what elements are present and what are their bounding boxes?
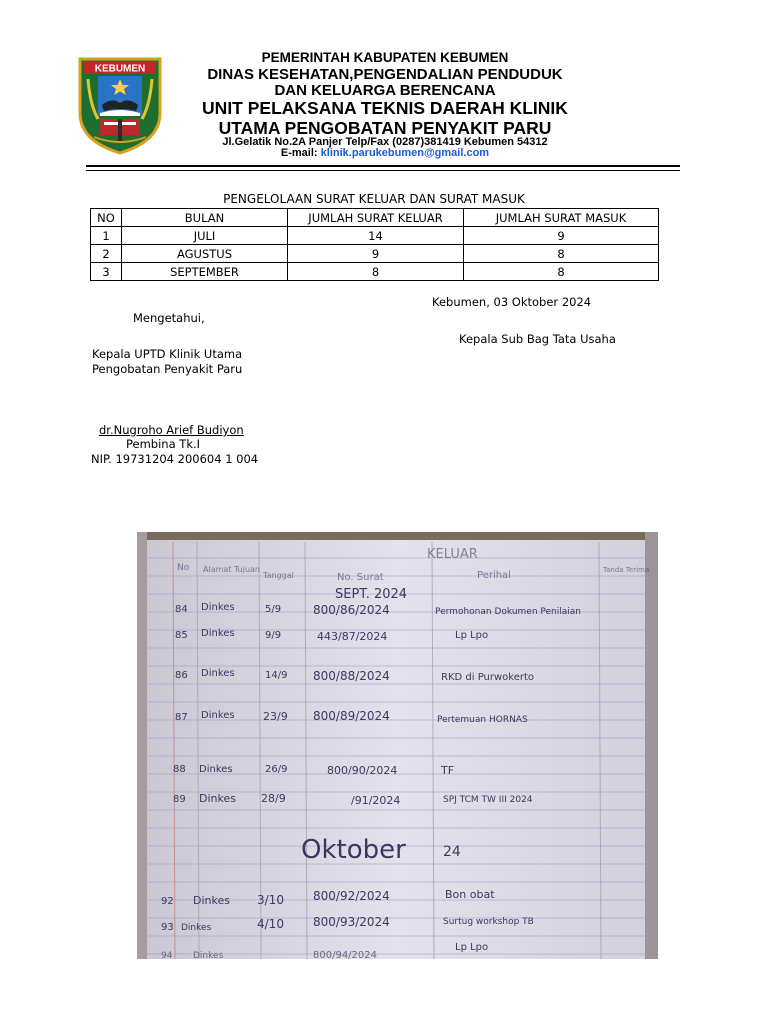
entry-nomor: 800/86/2024	[313, 603, 390, 617]
letterhead-line-2: DINAS KESEHATAN,PENGENDALIAN PENDUDUK	[207, 66, 563, 83]
cell-bulan: SEPTEMBER	[122, 263, 288, 281]
entry-tujuan: Dinkes	[201, 628, 235, 639]
photo-month-oktober: Oktober	[301, 835, 406, 865]
entry-nomor: 800/92/2024	[313, 889, 390, 903]
entry-tgl: 14/9	[265, 670, 288, 681]
photo-col-alamat: Alamat Tujuan	[203, 565, 260, 574]
table-row	[91, 245, 659, 263]
entry-tgl: 4/10	[257, 917, 284, 931]
photo-month-oktober-year: 24	[443, 844, 461, 860]
cell-masuk: 9	[464, 227, 659, 245]
signatory-rank: Pembina Tk.I	[126, 437, 201, 451]
entry-tujuan: Dinkes	[199, 764, 233, 775]
entry-perihal: Surtug workshop TB	[443, 917, 534, 927]
entry-nomor: 800/93/2024	[313, 915, 390, 929]
table-title: PENGELOLAAN SURAT KELUAR DAN SURAT MASUK	[223, 192, 525, 206]
entry-no: 94	[161, 951, 173, 959]
letterhead-line-4: UNIT PELAKSANA TEKNIS DAERAH KLINIK	[202, 98, 568, 118]
entry-tujuan: Dinkes	[201, 668, 235, 679]
cell-bulan: AGUSTUS	[122, 245, 288, 263]
cell-masuk: 8	[464, 245, 659, 263]
kepala-sub-bag-title: Kepala Sub Bag Tata Usaha	[459, 332, 616, 346]
entry-perihal: Lp Lpo	[455, 630, 489, 641]
photo-col-no: No	[177, 563, 190, 573]
kebumen-coat-of-arms-logo	[76, 55, 164, 155]
entry-tujuan: Dinkes	[181, 923, 212, 933]
photo-heading: KELUAR	[427, 547, 478, 562]
cell-keluar: 14	[288, 227, 464, 245]
entry-tgl: 5/9	[265, 604, 282, 615]
email-link[interactable]: klinik.parukebumen@gmail.com	[320, 147, 490, 159]
entry-tujuan: Dinkes	[201, 710, 235, 721]
cell-masuk: 8	[464, 263, 659, 281]
cell-no: 3	[91, 263, 122, 281]
entry-nomor: 443/87/2024	[317, 630, 388, 643]
entry-perihal: RKD di Purwokerto	[441, 672, 535, 683]
letterhead-address: Jl.Gelatik No.2A Panjer Telp/Fax (0287)381419 Kebumen 54312	[222, 136, 548, 148]
kepala-uptd-title-line-1: Kepala UPTD Klinik Utama	[92, 347, 243, 361]
col-header-bulan: BULAN	[122, 209, 288, 227]
place-date: Kebumen, 03 Oktober 2024	[432, 295, 592, 309]
entry-tgl: 23/9	[263, 710, 288, 723]
handwritten-register-photo	[137, 532, 658, 959]
entry-perihal: Pertemuan HORNAS	[437, 715, 528, 725]
col-header-surat-masuk: JUMLAH SURAT MASUK	[464, 209, 659, 227]
cell-keluar: 8	[288, 263, 464, 281]
entry-tgl: 26/9	[265, 764, 288, 775]
cell-keluar: 9	[288, 245, 464, 263]
entry-no: 86	[175, 670, 188, 681]
entry-nomor: 800/89/2024	[313, 709, 390, 723]
entry-perihal: Lp Lpo	[455, 942, 489, 953]
mail-summary-table	[90, 208, 659, 281]
photo-month-sept: SEPT. 2024	[335, 587, 408, 602]
header-rule-thick	[86, 165, 680, 167]
entry-tujuan: Dinkes	[199, 792, 236, 805]
photo-col-tanggal: Tanggal	[263, 571, 294, 580]
entry-no: 88	[173, 764, 186, 775]
letterhead-line-1: PEMERINTAH KABUPATEN KEBUMEN	[261, 50, 509, 65]
entry-no: 87	[175, 712, 188, 723]
entry-tujuan: Dinkes	[201, 602, 235, 613]
cell-bulan: JULI	[122, 227, 288, 245]
cell-no: 2	[91, 245, 122, 263]
photo-col-perihal: Perihal	[477, 570, 511, 581]
entry-perihal: Permohonan Dokumen Penilaian	[435, 607, 581, 617]
entry-tujuan: Dinkes	[193, 894, 230, 907]
logo-text: KEBUMEN	[94, 63, 146, 75]
entry-no: 92	[161, 896, 174, 907]
letterhead-email-line	[165, 147, 605, 159]
entry-tujuan: Dinkes	[193, 951, 224, 959]
kepala-uptd-title-line-2: Pengobatan Penyakit Paru	[92, 362, 243, 376]
header-rule-thin	[86, 170, 680, 171]
entry-no: 89	[173, 794, 186, 805]
photo-col-nosurat: No. Surat	[337, 572, 384, 583]
signatory-nip: NIP. 19731204 200604 1 004	[91, 452, 259, 466]
letterhead-line-5: UTAMA PENGOBATAN PENYAKIT PARU	[218, 118, 552, 138]
entry-tgl: 28/9	[261, 792, 286, 805]
email-label: E-mail:	[280, 147, 321, 159]
entry-perihal: TF	[441, 764, 455, 777]
entry-no: 93	[161, 922, 174, 933]
entry-nomor: 800/90/2024	[327, 764, 398, 777]
mengetahui-label: Mengetahui,	[133, 311, 205, 325]
entry-nomor: 800/94/2024	[313, 950, 377, 959]
letterhead-line-3: DAN KELUARGA BERENCANA	[274, 82, 496, 99]
entry-tgl: 3/10	[257, 893, 284, 907]
entry-nomor: 800/88/2024	[313, 669, 390, 683]
col-header-surat-keluar: JUMLAH SURAT KELUAR	[288, 209, 464, 227]
table-row	[91, 227, 659, 245]
signatory-name: dr.Nugroho Arief Budiyon	[99, 423, 244, 437]
entry-no: 85	[175, 630, 188, 641]
cell-no: 1	[91, 227, 122, 245]
table-row	[91, 263, 659, 281]
photo-col-tandaterima: Tanda Terima	[603, 566, 650, 574]
entry-perihal: Bon obat	[445, 888, 495, 901]
table-header-row	[91, 209, 659, 227]
entry-no: 84	[175, 604, 188, 615]
entry-nomor: /91/2024	[351, 794, 401, 807]
entry-perihal: SPJ TCM TW III 2024	[443, 795, 533, 805]
entry-tgl: 9/9	[265, 630, 282, 641]
col-header-no: NO	[91, 209, 122, 227]
